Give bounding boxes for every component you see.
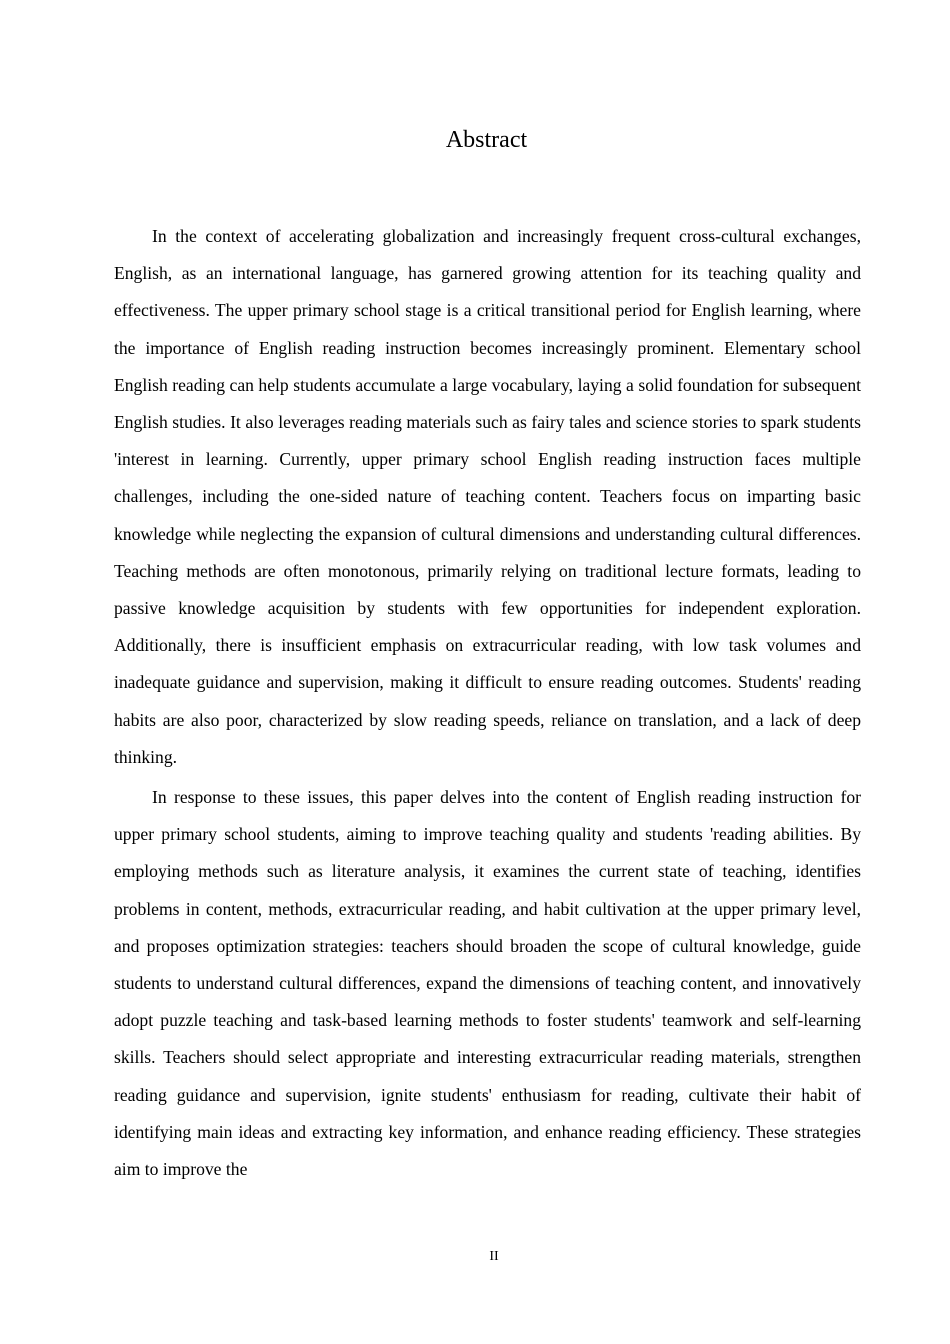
- abstract-paragraph-1: In the context of accelerating globalization and increasingly frequent cross-cultural exchanges, English, as an international language, has garnered growing attention for its teaching quality and effectiveness. The upper primary school stage is a critical transitional period for English learning, where the importance of English reading instruction becomes increasingly prominent. Elementary school English reading can help students accumulate a large vocabulary, laying a solid foundation for subsequent English studies. It also leverages reading materials such as fairy tales and science stories to spark students 'interest in learning. Currently, upper primary school English reading instruction faces multiple challenges, including the one-sided nature of teaching content. Teachers focus on imparting basic knowledge while neglecting the expansion of cultural dimensions and understanding cultural differences. Teaching methods are often monotonous, primarily relying on traditional lecture formats, leading to passive knowledge acquisition by students with few opportunities for independent exploration. Additionally, there is insufficient emphasis on extracurricular reading, with low task volumes and inadequate guidance and supervision, making it difficult to ensure reading outcomes. Students' reading habits are also poor, characterized by slow reading speeds, reliance on translation, and a lack of deep thinking.: [114, 226, 861, 767]
- abstract-title: Abstract: [445, 127, 528, 153]
- page-number: II: [489, 1249, 499, 1264]
- abstract-body: [114, 218, 861, 1188]
- abstract-paragraph-2: In response to these issues, this paper delves into the content of English reading instruction for upper primary school students, aiming to improve teaching quality and students 'reading abilities. By employing methods such as literature analysis, it examines the current state of teaching, identifies problems in content, methods, extracurricular reading, and habit cultivation at the upper primary level, and proposes optimization strategies: teachers should broaden the scope of cultural knowledge, guide students to understand cultural differences, expand the dimensions of teaching content, and innovatively adopt puzzle teaching and task-based learning methods to foster students' teamwork and self-learning skills. Teachers should select appropriate and interesting extracurricular reading materials, strengthen reading guidance and supervision, ignite students' enthusiasm for reading, cultivate their habit of identifying main ideas and extracting key information, and enhance reading efficiency. These strategies aim to improve the: [114, 787, 861, 1180]
